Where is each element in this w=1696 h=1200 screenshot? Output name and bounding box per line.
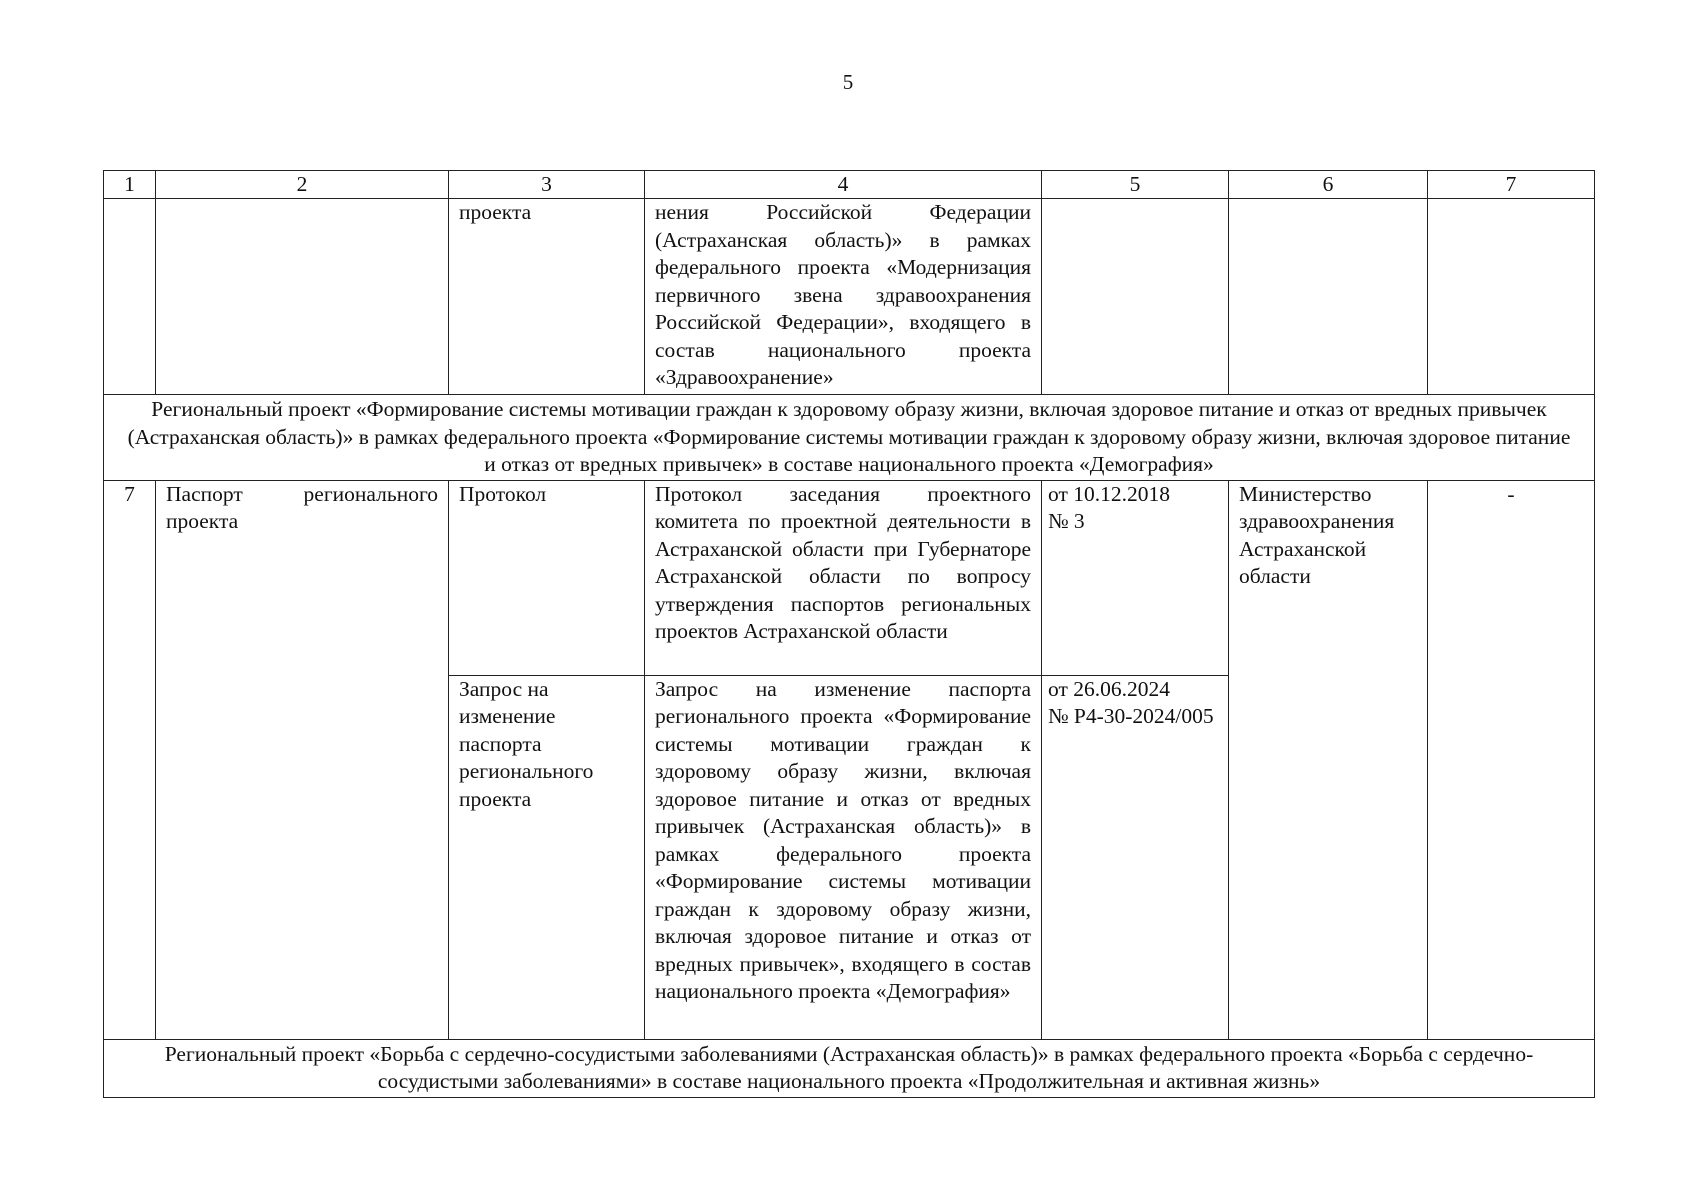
document-number: № 3: [1048, 509, 1085, 533]
table-row: [104, 480, 1595, 675]
document-description-cell: нения Российской Федерации (Астраханская область)» в рамках федерального проекта «Модернизация первичного звена здравоохранения Российской Федерации», входящего в состав национального проекта «Здравоохранение»: [645, 199, 1042, 395]
table-cell: [104, 199, 156, 395]
document-date: от 10.12.2018: [1048, 481, 1170, 506]
section-heading: Региональный проект «Борьба с сердечно-сосудистыми заболеваниями (Астраханская область)» в рамках федерального проекта «Борьба с сердечно-сосудистыми заболеваниями» в составе национального проекта «Продолжительная и активная жизнь»: [104, 1039, 1595, 1097]
section-heading: Региональный проект «Формирование системы мотивации граждан к здоровому образу жизни, включая здоровое питание и отказ от вредных привычек (Астраханская область)» в рамках федерального проекта «Формирование системы мотивации граждан к здоровому образу жизни, включая здоровое питание и отказ от вредных привычек» в составе национального проекта «Демография»: [104, 395, 1595, 481]
column-header: 6: [1229, 171, 1428, 199]
column-header: 5: [1042, 171, 1229, 199]
document-date-cell: [1042, 480, 1229, 675]
table-cell: [1042, 199, 1229, 395]
section-heading-row: [104, 395, 1595, 481]
table-cell: [156, 199, 449, 395]
document-number: № Р4-30-2024/005: [1048, 704, 1214, 728]
table-cell: [1229, 199, 1428, 395]
document-type-cell: проекта: [449, 199, 645, 395]
note-cell: -: [1428, 480, 1595, 1039]
column-header-row: [104, 171, 1595, 199]
section-heading-row: [104, 1039, 1595, 1097]
column-header: 2: [156, 171, 449, 199]
column-header: 1: [104, 171, 156, 199]
ministry-cell: Министерство здравоохранения Астраханской области: [1229, 480, 1428, 1039]
column-header: 4: [645, 171, 1042, 199]
continuation-row: [104, 199, 1595, 395]
document-type-cell: Запрос на изменение паспорта регионального проекта: [449, 675, 645, 1039]
document-name-cell: Паспорт регионального проекта: [156, 480, 449, 1039]
row-number: 7: [104, 480, 156, 1039]
document-description-cell: Протокол заседания проектного комитета по проектной деятельности в Астраханской области при Губернаторе Астраханской области по вопросу утверждения паспортов региональных проектов Астраханской области: [645, 480, 1042, 675]
document-date-cell: [1042, 675, 1229, 1039]
column-header: 7: [1428, 171, 1595, 199]
document-description-cell: Запрос на изменение паспорта регионального проекта «Формирование системы мотивации граждан к здоровому образу жизни, включая здоровое питание и отказ от вредных привычек (Астраханская область)» в рамках федерального проекта «Формирование системы мотивации граждан к здоровому образу жизни, включая здоровое питание и отказ от вредных привычек», входящего в состав национального проекта «Демография»: [645, 675, 1042, 1039]
document-table: [103, 170, 1595, 1098]
document-type-cell: Протокол: [449, 480, 645, 675]
document-date: от 26.06.2024: [1048, 676, 1170, 701]
column-header: 3: [449, 171, 645, 199]
table-cell: [1428, 199, 1595, 395]
page-number: 5: [842, 70, 854, 94]
